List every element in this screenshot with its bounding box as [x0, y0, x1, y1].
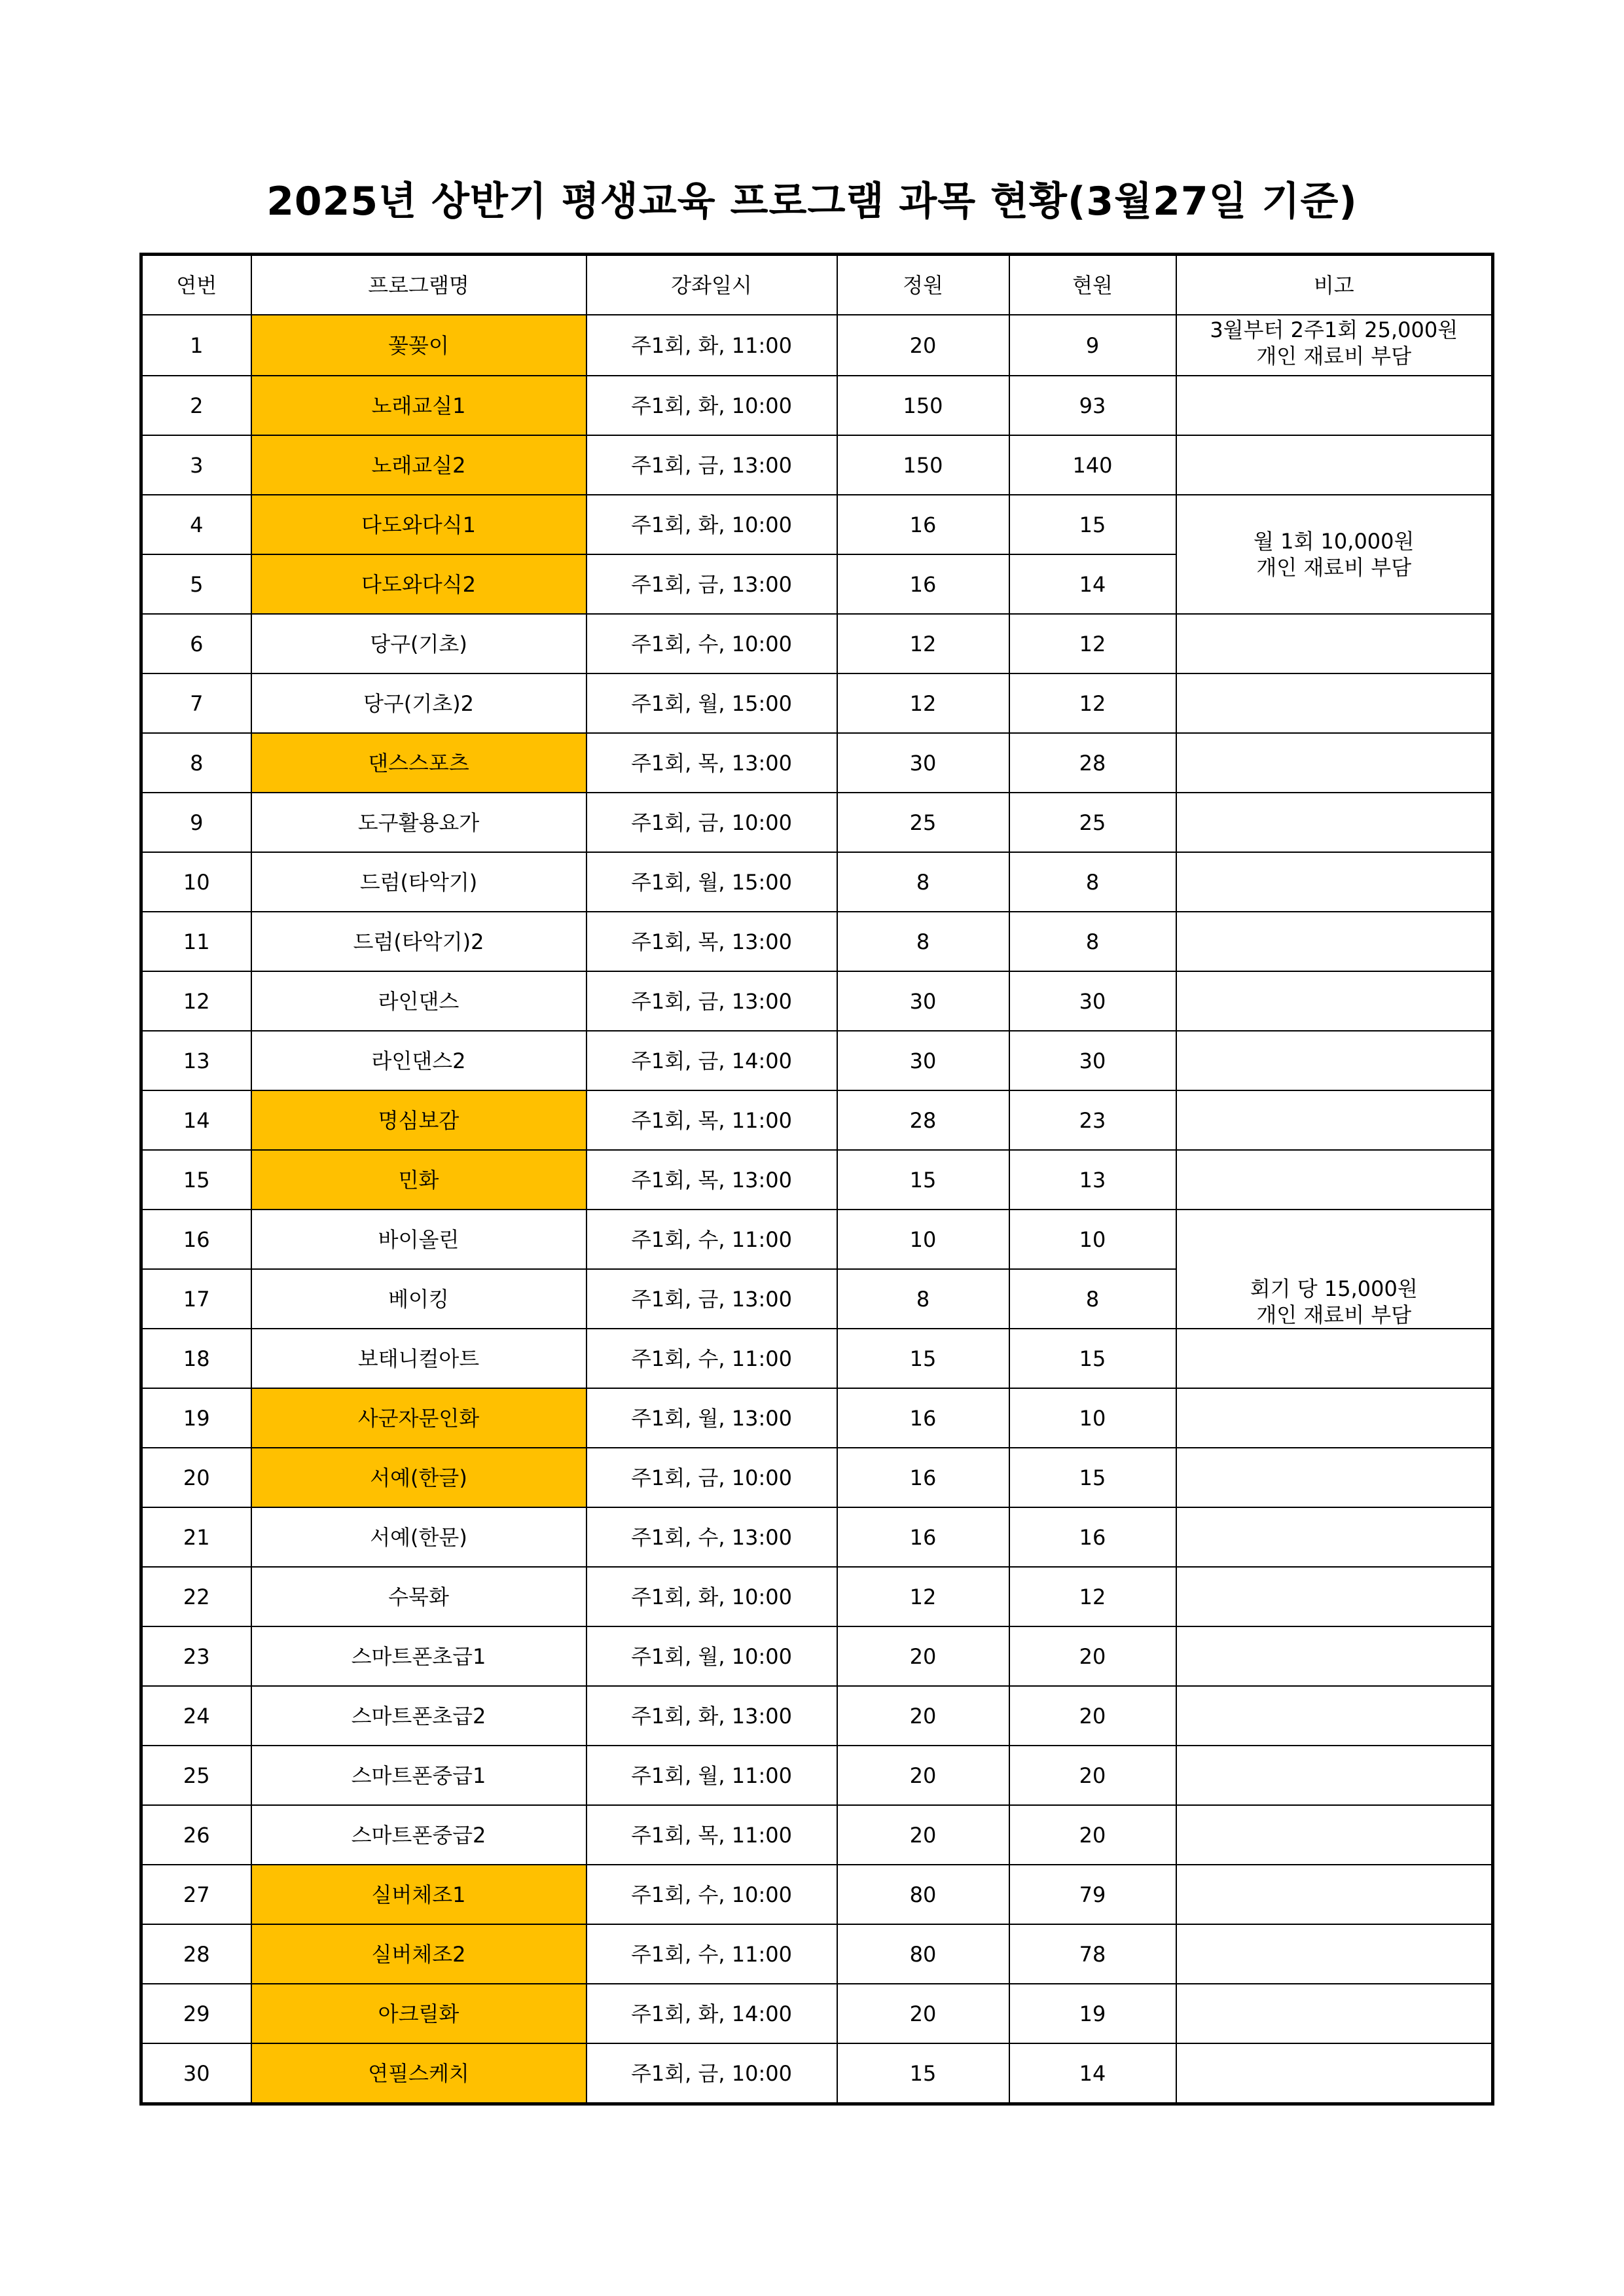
capacity-cell: 16 [837, 554, 1009, 614]
schedule-cell: 주1회, 목, 11:00 [586, 1090, 837, 1150]
program-name-cell: 드럼(타악기)2 [251, 912, 586, 971]
page-title: 2025년 상반기 평생교육 프로그램 과목 현황(3월27일 기준) [266, 179, 1358, 224]
table-row [141, 971, 1493, 1031]
table-row [141, 1567, 1493, 1626]
program-name-cell: 다도와다식2 [251, 554, 586, 614]
table-row [141, 1210, 1493, 1269]
capacity-cell: 80 [837, 1924, 1009, 1984]
capacity-cell: 16 [837, 1388, 1009, 1448]
capacity-cell: 20 [837, 315, 1009, 376]
table-row [141, 793, 1493, 852]
program-name-cell: 사군자문인화 [251, 1388, 586, 1448]
row-number-cell: 30 [141, 2043, 251, 2104]
table-row [141, 1686, 1493, 1746]
note-cell-empty [1176, 1507, 1493, 1567]
note-line: 월 1회 10,000원 [1254, 529, 1415, 554]
row-number-cell: 22 [141, 1567, 251, 1626]
schedule-cell: 주1회, 금, 13:00 [586, 971, 837, 1031]
current-enrollment-cell: 15 [1009, 495, 1176, 554]
row-number-cell: 28 [141, 1924, 251, 1984]
capacity-cell: 20 [837, 1746, 1009, 1805]
table-header-row [141, 255, 1493, 315]
current-enrollment-cell: 78 [1009, 1924, 1176, 1984]
row-number-cell: 5 [141, 554, 251, 614]
current-enrollment-cell: 15 [1009, 1448, 1176, 1507]
row-number-cell: 1 [141, 315, 251, 376]
row-number-cell: 29 [141, 1984, 251, 2043]
row-number-cell: 24 [141, 1686, 251, 1746]
table-row [141, 1448, 1493, 1507]
program-name-cell: 스마트폰중급2 [251, 1805, 586, 1865]
table-row [141, 315, 1493, 376]
program-name-cell: 서예(한글) [251, 1448, 586, 1507]
table-row [141, 1924, 1493, 1984]
current-enrollment-cell: 12 [1009, 1567, 1176, 1626]
capacity-cell: 20 [837, 1805, 1009, 1865]
program-name-cell: 스마트폰중급1 [251, 1746, 586, 1805]
schedule-cell: 주1회, 금, 10:00 [586, 1448, 837, 1507]
program-name-cell: 베이킹 [251, 1269, 586, 1329]
row-number-cell: 27 [141, 1865, 251, 1924]
current-enrollment-cell: 20 [1009, 1805, 1176, 1865]
capacity-cell: 8 [837, 912, 1009, 971]
schedule-cell: 주1회, 화, 14:00 [586, 1984, 837, 2043]
program-name-cell: 댄스스포츠 [251, 733, 586, 793]
note-line: 개인 재료비 부담 [1256, 1302, 1412, 1327]
note-line: 회기 당 15,000원 [1250, 1276, 1418, 1301]
program-name-cell: 당구(기초)2 [251, 673, 586, 733]
note-cell-empty [1176, 673, 1493, 733]
header-current: 현원 [1009, 255, 1176, 315]
table-row [141, 1388, 1493, 1448]
capacity-cell: 15 [837, 2043, 1009, 2104]
program-schedule-table [139, 253, 1494, 2106]
program-name-cell: 스마트폰초급2 [251, 1686, 586, 1746]
program-name-cell: 서예(한문) [251, 1507, 586, 1567]
note-cell-empty [1176, 1686, 1493, 1746]
capacity-cell: 8 [837, 852, 1009, 912]
program-name-cell: 명심보감 [251, 1090, 586, 1150]
program-name-cell: 라인댄스2 [251, 1031, 586, 1090]
capacity-cell: 16 [837, 1507, 1009, 1567]
program-name-cell: 바이올린 [251, 1210, 586, 1269]
current-enrollment-cell: 10 [1009, 1388, 1176, 1448]
current-enrollment-cell: 25 [1009, 793, 1176, 852]
row-number-cell: 20 [141, 1448, 251, 1507]
schedule-cell: 주1회, 화, 10:00 [586, 376, 837, 435]
current-enrollment-cell: 16 [1009, 1507, 1176, 1567]
current-enrollment-cell: 12 [1009, 673, 1176, 733]
program-name-cell: 다도와다식1 [251, 495, 586, 554]
current-enrollment-cell: 12 [1009, 614, 1176, 673]
current-enrollment-cell: 140 [1009, 435, 1176, 495]
schedule-cell: 주1회, 월, 13:00 [586, 1388, 837, 1448]
table-row [141, 1031, 1493, 1090]
table-row [141, 1507, 1493, 1567]
current-enrollment-cell: 14 [1009, 554, 1176, 614]
row-number-cell: 8 [141, 733, 251, 793]
table-row [141, 852, 1493, 912]
table-row [141, 1865, 1493, 1924]
row-number-cell: 21 [141, 1507, 251, 1567]
note-line: 개인 재료비 부담 [1256, 555, 1412, 580]
program-name-cell: 노래교실1 [251, 376, 586, 435]
table-row [141, 1746, 1493, 1805]
schedule-cell: 주1회, 목, 11:00 [586, 1805, 837, 1865]
note-cell-empty [1176, 1746, 1493, 1805]
schedule-cell: 주1회, 수, 10:00 [586, 614, 837, 673]
schedule-cell: 주1회, 금, 13:00 [586, 554, 837, 614]
schedule-cell: 주1회, 월, 10:00 [586, 1626, 837, 1686]
capacity-cell: 15 [837, 1150, 1009, 1210]
capacity-cell: 30 [837, 733, 1009, 793]
capacity-cell: 16 [837, 495, 1009, 554]
note-cell [1176, 495, 1493, 614]
capacity-cell: 28 [837, 1090, 1009, 1150]
note-cell-empty [1176, 793, 1493, 852]
note-cell-empty [1176, 1924, 1493, 1984]
row-number-cell: 25 [141, 1746, 251, 1805]
current-enrollment-cell: 20 [1009, 1686, 1176, 1746]
note-cell-empty [1176, 971, 1493, 1031]
schedule-cell: 주1회, 금, 14:00 [586, 1031, 837, 1090]
note-cell-empty [1176, 733, 1493, 793]
table-row [141, 614, 1493, 673]
capacity-cell: 12 [837, 1567, 1009, 1626]
row-number-cell: 3 [141, 435, 251, 495]
row-number-cell: 7 [141, 673, 251, 733]
capacity-cell: 12 [837, 614, 1009, 673]
table-row [141, 733, 1493, 793]
note-cell-empty [1176, 1150, 1493, 1210]
row-number-cell: 18 [141, 1329, 251, 1388]
row-number-cell: 9 [141, 793, 251, 852]
row-number-cell: 11 [141, 912, 251, 971]
capacity-cell: 16 [837, 1448, 1009, 1507]
table-row [141, 1329, 1493, 1388]
schedule-cell: 주1회, 금, 10:00 [586, 793, 837, 852]
table-row [141, 673, 1493, 733]
current-enrollment-cell: 8 [1009, 1269, 1176, 1329]
note-cell-empty [1176, 1984, 1493, 2043]
table-row [141, 376, 1493, 435]
table-row [141, 1984, 1493, 2043]
table-row [141, 912, 1493, 971]
current-enrollment-cell: 28 [1009, 733, 1176, 793]
capacity-cell: 20 [837, 1686, 1009, 1746]
note-cell-empty [1176, 1626, 1493, 1686]
row-number-cell: 4 [141, 495, 251, 554]
header-no: 연번 [141, 255, 251, 315]
schedule-cell: 주1회, 수, 11:00 [586, 1924, 837, 1984]
capacity-cell: 150 [837, 435, 1009, 495]
current-enrollment-cell: 15 [1009, 1329, 1176, 1388]
header-program: 프로그램명 [251, 255, 586, 315]
schedule-cell: 주1회, 목, 13:00 [586, 912, 837, 971]
capacity-cell: 20 [837, 1626, 1009, 1686]
note-cell-empty [1176, 376, 1493, 435]
capacity-cell: 30 [837, 1031, 1009, 1090]
current-enrollment-cell: 79 [1009, 1865, 1176, 1924]
table-row [141, 1626, 1493, 1686]
table-body [141, 315, 1493, 2104]
row-number-cell: 14 [141, 1090, 251, 1150]
schedule-cell: 주1회, 화, 11:00 [586, 315, 837, 376]
program-name-cell: 노래교실2 [251, 435, 586, 495]
row-number-cell: 16 [141, 1210, 251, 1269]
program-name-cell: 스마트폰초급1 [251, 1626, 586, 1686]
program-name-cell: 실버체조1 [251, 1865, 586, 1924]
row-number-cell: 17 [141, 1269, 251, 1329]
note-cell [1176, 1210, 1493, 1329]
schedule-cell: 주1회, 수, 13:00 [586, 1507, 837, 1567]
note-cell-empty [1176, 435, 1493, 495]
program-name-cell: 민화 [251, 1150, 586, 1210]
program-name-cell: 꽃꽂이 [251, 315, 586, 376]
schedule-cell: 주1회, 월, 15:00 [586, 852, 837, 912]
capacity-cell: 20 [837, 1984, 1009, 2043]
note-cell-empty [1176, 1031, 1493, 1090]
current-enrollment-cell: 19 [1009, 1984, 1176, 2043]
capacity-cell: 12 [837, 673, 1009, 733]
current-enrollment-cell: 9 [1009, 315, 1176, 376]
schedule-cell: 주1회, 금, 13:00 [586, 435, 837, 495]
program-name-cell: 수묵화 [251, 1567, 586, 1626]
current-enrollment-cell: 20 [1009, 1746, 1176, 1805]
schedule-cell: 주1회, 수, 11:00 [586, 1329, 837, 1388]
note-cell-empty [1176, 1865, 1493, 1924]
header-schedule: 강좌일시 [586, 255, 837, 315]
capacity-cell: 30 [837, 971, 1009, 1031]
capacity-cell: 8 [837, 1269, 1009, 1329]
row-number-cell: 6 [141, 614, 251, 673]
note-cell-empty [1176, 912, 1493, 971]
program-name-cell: 라인댄스 [251, 971, 586, 1031]
current-enrollment-cell: 93 [1009, 376, 1176, 435]
program-name-cell: 연필스케치 [251, 2043, 586, 2104]
row-number-cell: 19 [141, 1388, 251, 1448]
note-cell-empty [1176, 1388, 1493, 1448]
current-enrollment-cell: 14 [1009, 2043, 1176, 2104]
header-note: 비고 [1176, 255, 1493, 315]
current-enrollment-cell: 30 [1009, 1031, 1176, 1090]
current-enrollment-cell: 8 [1009, 912, 1176, 971]
schedule-cell: 주1회, 월, 11:00 [586, 1746, 837, 1805]
schedule-cell: 주1회, 목, 13:00 [586, 733, 837, 793]
current-enrollment-cell: 10 [1009, 1210, 1176, 1269]
table-row [141, 435, 1493, 495]
note-cell-empty [1176, 1567, 1493, 1626]
note-cell [1176, 315, 1493, 376]
table-row [141, 2043, 1493, 2104]
note-cell-empty [1176, 852, 1493, 912]
note-cell-empty [1176, 1448, 1493, 1507]
capacity-cell: 80 [837, 1865, 1009, 1924]
note-cell-empty [1176, 1329, 1493, 1388]
row-number-cell: 10 [141, 852, 251, 912]
table-row [141, 1090, 1493, 1150]
row-number-cell: 12 [141, 971, 251, 1031]
schedule-cell: 주1회, 금, 13:00 [586, 1269, 837, 1329]
program-name-cell: 보태니컬아트 [251, 1329, 586, 1388]
schedule-cell: 주1회, 월, 15:00 [586, 673, 837, 733]
table-row [141, 1805, 1493, 1865]
row-number-cell: 26 [141, 1805, 251, 1865]
current-enrollment-cell: 30 [1009, 971, 1176, 1031]
row-number-cell: 2 [141, 376, 251, 435]
current-enrollment-cell: 8 [1009, 852, 1176, 912]
program-name-cell: 드럼(타악기) [251, 852, 586, 912]
note-cell-empty [1176, 1805, 1493, 1865]
capacity-cell: 10 [837, 1210, 1009, 1269]
program-name-cell: 실버체조2 [251, 1924, 586, 1984]
note-cell-empty [1176, 614, 1493, 673]
capacity-cell: 15 [837, 1329, 1009, 1388]
program-name-cell: 당구(기초) [251, 614, 586, 673]
schedule-cell: 주1회, 화, 13:00 [586, 1686, 837, 1746]
note-cell-empty [1176, 1090, 1493, 1150]
current-enrollment-cell: 13 [1009, 1150, 1176, 1210]
table-row [141, 495, 1493, 554]
schedule-cell: 주1회, 화, 10:00 [586, 495, 837, 554]
row-number-cell: 15 [141, 1150, 251, 1210]
row-number-cell: 13 [141, 1031, 251, 1090]
current-enrollment-cell: 23 [1009, 1090, 1176, 1150]
capacity-cell: 25 [837, 793, 1009, 852]
header-capacity: 정원 [837, 255, 1009, 315]
table-row [141, 1150, 1493, 1210]
current-enrollment-cell: 20 [1009, 1626, 1176, 1686]
program-name-cell: 도구활용요가 [251, 793, 586, 852]
program-name-cell: 아크릴화 [251, 1984, 586, 2043]
schedule-cell: 주1회, 수, 10:00 [586, 1865, 837, 1924]
note-cell-empty [1176, 2043, 1493, 2104]
note-line: 개인 재료비 부담 [1256, 344, 1412, 368]
schedule-cell: 주1회, 금, 10:00 [586, 2043, 837, 2104]
schedule-cell: 주1회, 화, 10:00 [586, 1567, 837, 1626]
schedule-cell: 주1회, 목, 13:00 [586, 1150, 837, 1210]
schedule-cell: 주1회, 수, 11:00 [586, 1210, 837, 1269]
note-line: 3월부터 2주1회 25,000원 [1210, 317, 1458, 342]
capacity-cell: 150 [837, 376, 1009, 435]
row-number-cell: 23 [141, 1626, 251, 1686]
